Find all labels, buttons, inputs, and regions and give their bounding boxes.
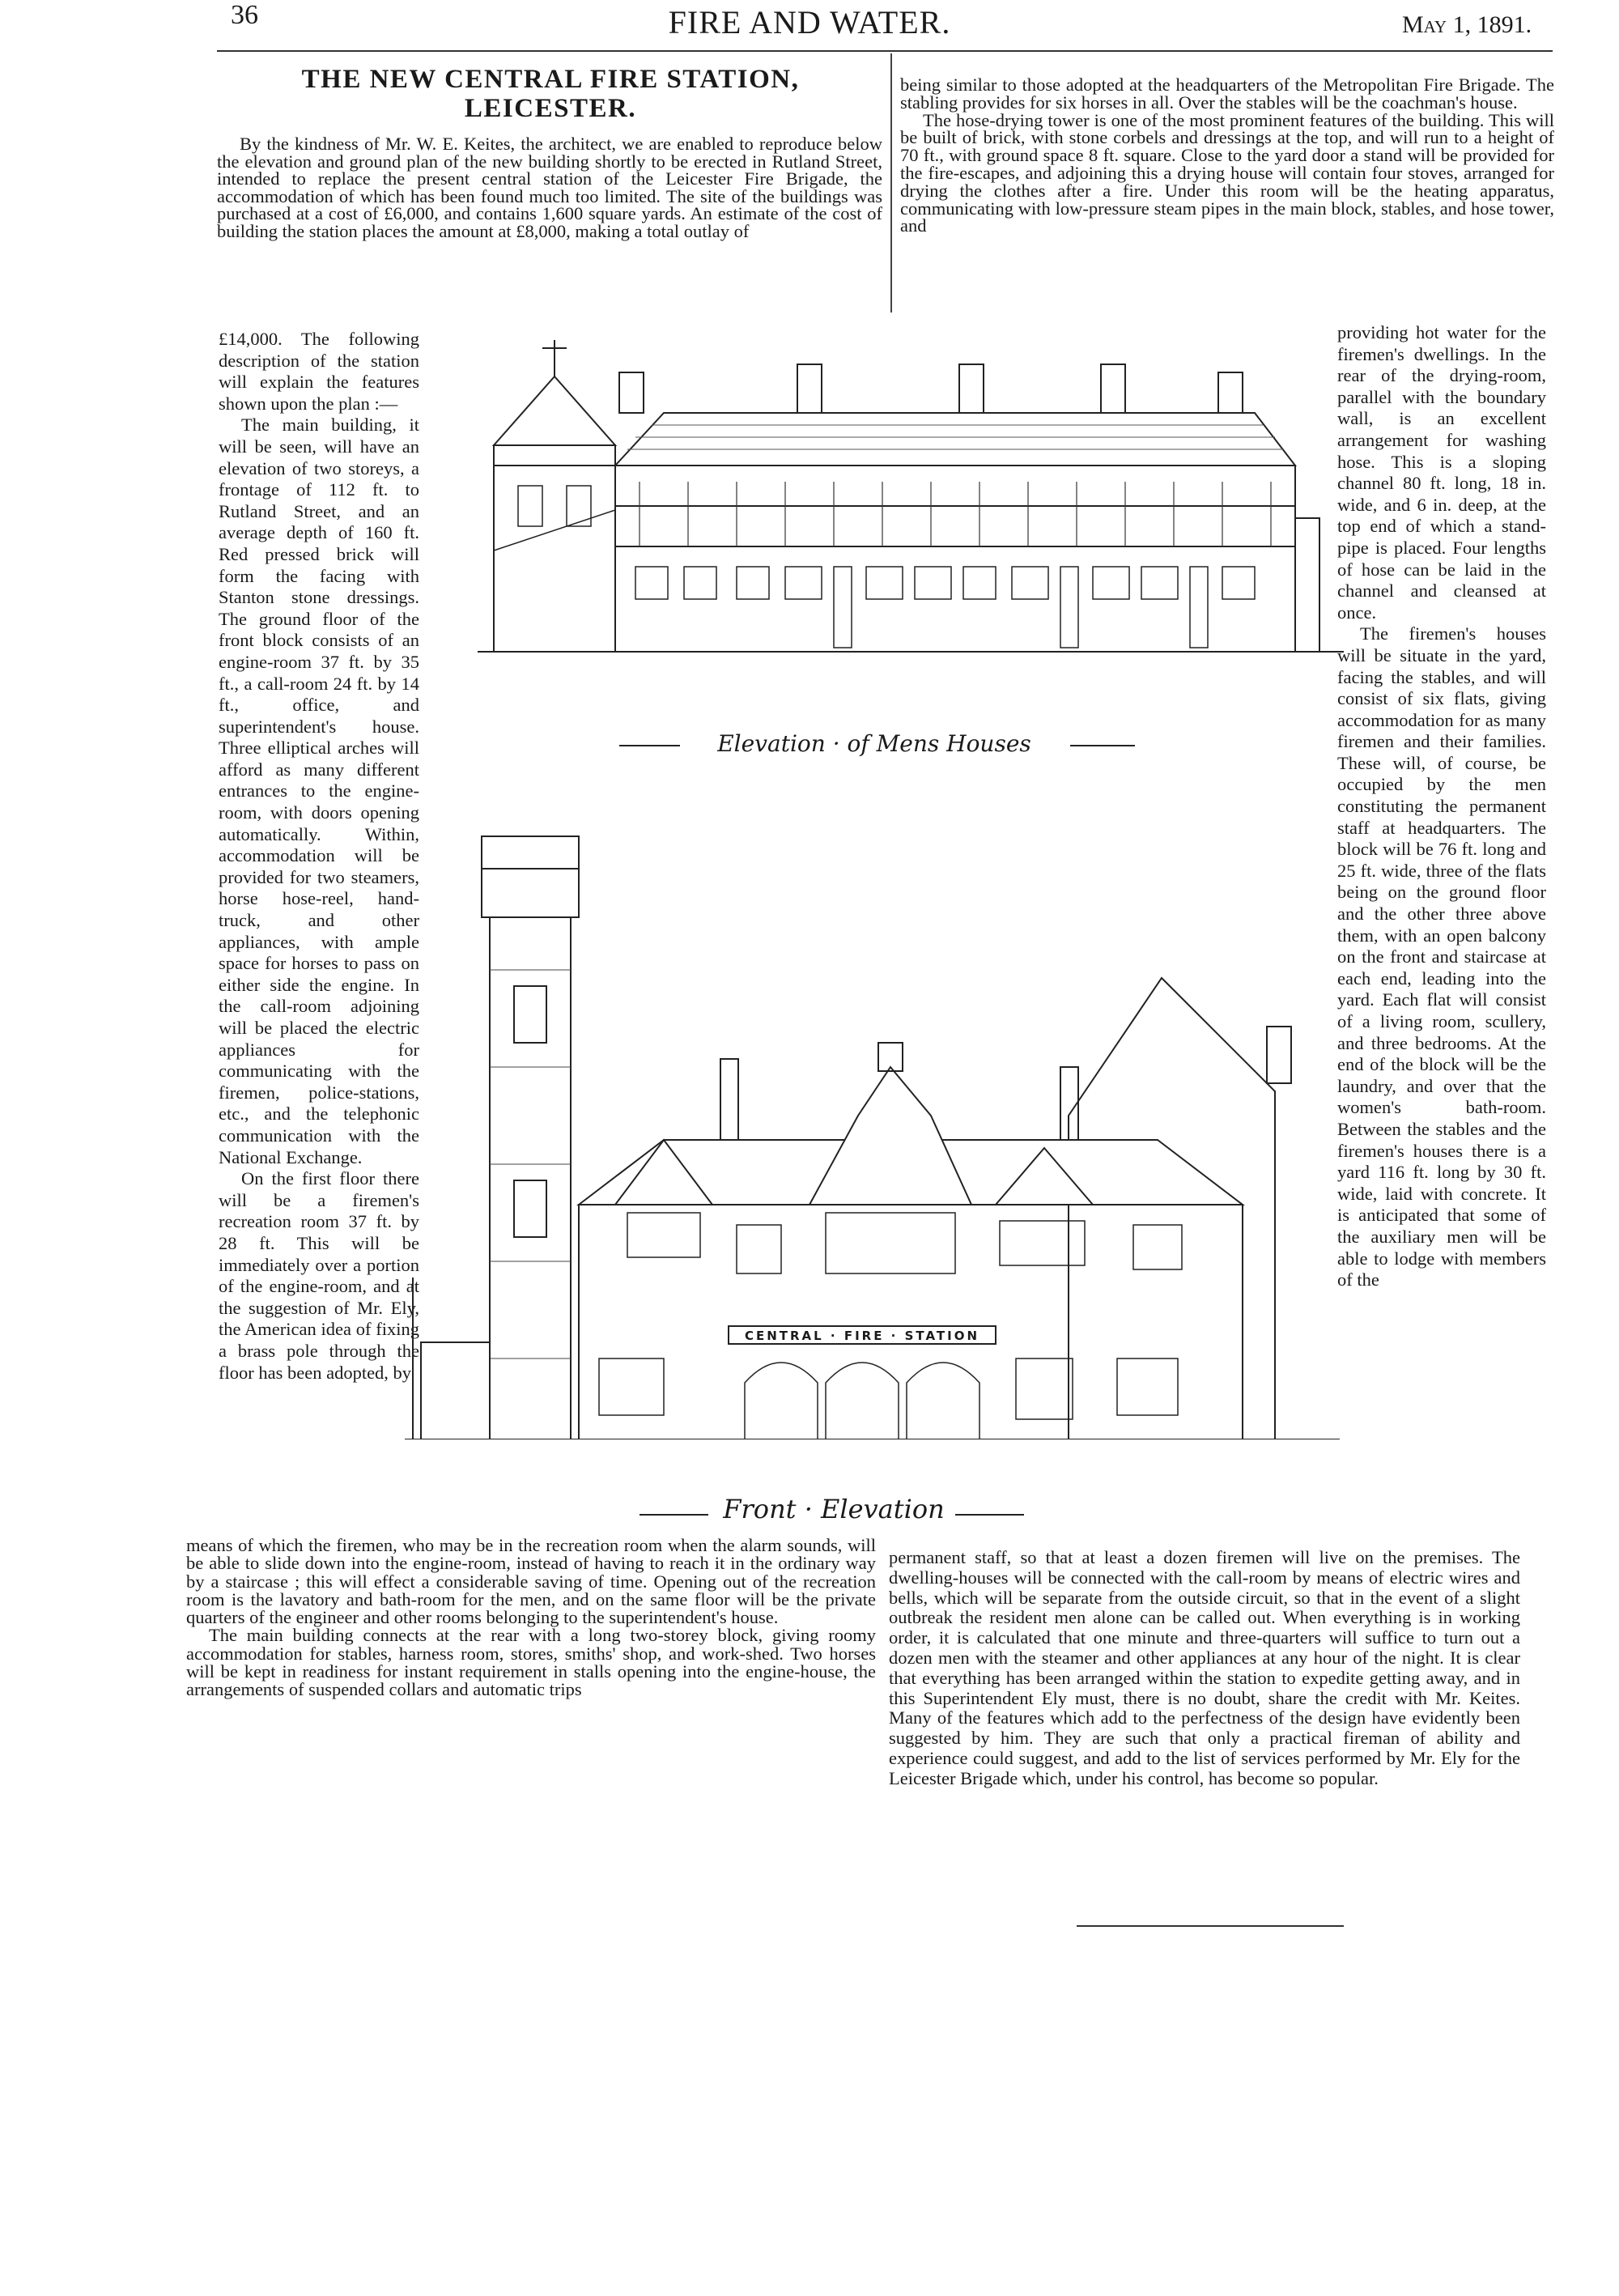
paragraph: By the kindness of Mr. W. E. Keites, the architect, we are enabled to reproduce below the elevation and ground plan of the new building shortly to be erected in Rutland Street, intended to replace the present central station of the Leicester Fire Brigade, the accommodation of which has been found much too limited. The site of the buildings was purchased at a cost of £6,000, and contains 1,600 square yards. An estimate of the cost of building the station places the amount at £8,000, making a total outlay of [217,134,882,241]
right-narrow-column [1337,322,1546,1291]
paragraph: £14,000. The following description of the station will explain the features shown upon the plan :— [219,329,419,414]
caption-text: Elevation · of Mens Houses [717,730,1031,757]
caption-text: Front · Elevation [723,1494,945,1524]
mens-houses-elevation-drawing [478,324,1344,672]
right-bottom-text [889,1548,1520,1789]
station-sign: CENTRAL · FIRE · STATION [744,1329,980,1343]
left-narrow-column [219,329,419,1384]
paragraph: being similar to those adopted at the headquarters of the Metropolitan Fire Brigade. The stabling provides for six horses in all. Over the stables will be the coachman's house. [900,74,1554,113]
left-intro-paragraph [217,135,882,240]
article-title-line1: THE NEW CENTRAL FIRE STATION, [301,65,800,94]
paragraph: The main building connects at the rear with a long two-storey block, giving roomy accommodation for stables, harness room, stores, smiths' shop, and work-shed. Two horses will be kept in readiness for instant requirement in stalls opening into the engine-house, the arrangements of suspended collars and automatic trips [186,1625,876,1700]
article-title [219,65,882,123]
page-number: 36 [231,0,258,30]
front-elevation-caption [704,1494,963,1524]
caption-rule-left [640,1514,708,1516]
end-rule [1077,1925,1344,1927]
paragraph: providing hot water for the firemen's dwellings. In the rear of the drying-room, parallel with the boundary wall, is an excellent arrangement for washing hose. This is a sloping channel 80 ft. long, 18 in. wide, and 6 in. deep, at the top end of which a stand-pipe is placed. Four lengths of hose can be laid in the channel and cleansed at once. [1337,322,1546,623]
caption-rule-left [619,745,680,746]
caption-rule-right [955,1514,1024,1516]
front-elevation-drawing [405,824,1340,1439]
paragraph: The main building, it will be seen, will have an elevation of two storeys, a frontage of 112 ft. to Rutland Street, and an average depth of 160 ft. Red pressed brick will form the facing with Stanton stone dressings. The ground floor of the front block consists of an engine-room 37 ft. by 35 ft., a call-room 24 ft. by 14 ft., office, and superintendent's house. Three elliptical arches will afford as many different entrances to the engine-room, with doors opening automatically. Within, accommodation will be provided for two steamers, horse hose-reel, hand-truck, and other appliances, with ample space for horses to pass on either side the engine. In the call-room adjoining will be placed the electric appliances for communicating with the firemen, police-stations, etc., and the telephonic communication with the National Exchange. [219,415,419,1167]
paragraph: On the first floor there will be a firemen's recreation room 37 ft. by 28 ft. This will be immediately over a portion of the engine-room, and at the suggestion of Mr. Ely, the American idea of fixing a brass pole through the floor has been adopted, by [219,1168,419,1383]
article-title-line2: LEICESTER. [464,94,637,123]
paragraph: The hose-drying tower is one of the most prominent features of the building. This will be built of brick, with stone corbels and dressings at the top, and will run to a height of 70 ft., with ground space 8 ft. square. Close to the yard door a stand will be provided for the fire-escapes, and adjoining this a drying house will contain four stoves, arranged for drying the clothes after a fire. Under this room will be the heating apparatus, communicating with low-pressure steam pipes in the main block, stables, and hose tower, and [900,109,1554,236]
header-rule [217,50,1553,52]
left-bottom-text [186,1537,876,1699]
paragraph: permanent staff, so that at least a dozen firemen will live on the premises. The dwelling-houses will be connected with the call-room by means of electric wires and bells, which will be separate from the outside circuit, so that in the event of a slight outbreak the resident men alone can be called out. When everything is in working order, it is calculated that one minute and three-quarters will suffice to turn out a dozen men with the steamer and other appliances at any hour of the night. It is clear that everything has been arranged within the station to expedite getting away, and in this Superintendent Ely must, there is no doubt, share the credit with Mr. Keites. Many of the features which add to the perfectness of the design have evidently been suggested by him. They are such that only a practical fireman of ability and experience could suggest, and add to the list of services performed by Mr. Ely for the Leicester Brigade which, under his control, has become so popular. [889,1547,1520,1788]
right-top-text [900,76,1554,235]
running-title: FIRE AND WATER. [668,4,951,40]
issue-date: May 1, 1891. [1402,11,1532,38]
column-rule [890,53,892,313]
paragraph: means of which the firemen, who may be in the recreation room when the alarm sounds, will be able to slide down into the engine-room, instead of having to reach it in the ordinary way by a staircase ; this will effect a considerable saving of time. Opening out of the recreation room is the lavatory and bath-room for the men, and on the same floor will be the private quarters of the engineer and other rooms belonging to the superintendent's house. [186,1535,876,1628]
mens-houses-caption [623,730,1125,757]
caption-rule-right [1070,745,1135,746]
paragraph: The firemen's houses will be situate in the yard, facing the stables, and will consist of six flats, giving accommodation for as many firemen and their families. These will, of course, be occupied by the men constituting the permanent staff at headquarters. The block will be 76 ft. long and 25 ft. wide, three of the flats being on the ground floor and the other three above them, with an open balcony on the front and staircase at each end, leading into the yard. Each flat will consist of a living room, scullery, and three bedrooms. At the end of the block will be the laundry, and over that the women's bath-room. Between the stables and the firemen's houses there is a yard 116 ft. long by 30 ft. wide, laid with concrete. It is anticipated that some of the auxiliary men will be able to lodge with members of the [1337,623,1546,1290]
